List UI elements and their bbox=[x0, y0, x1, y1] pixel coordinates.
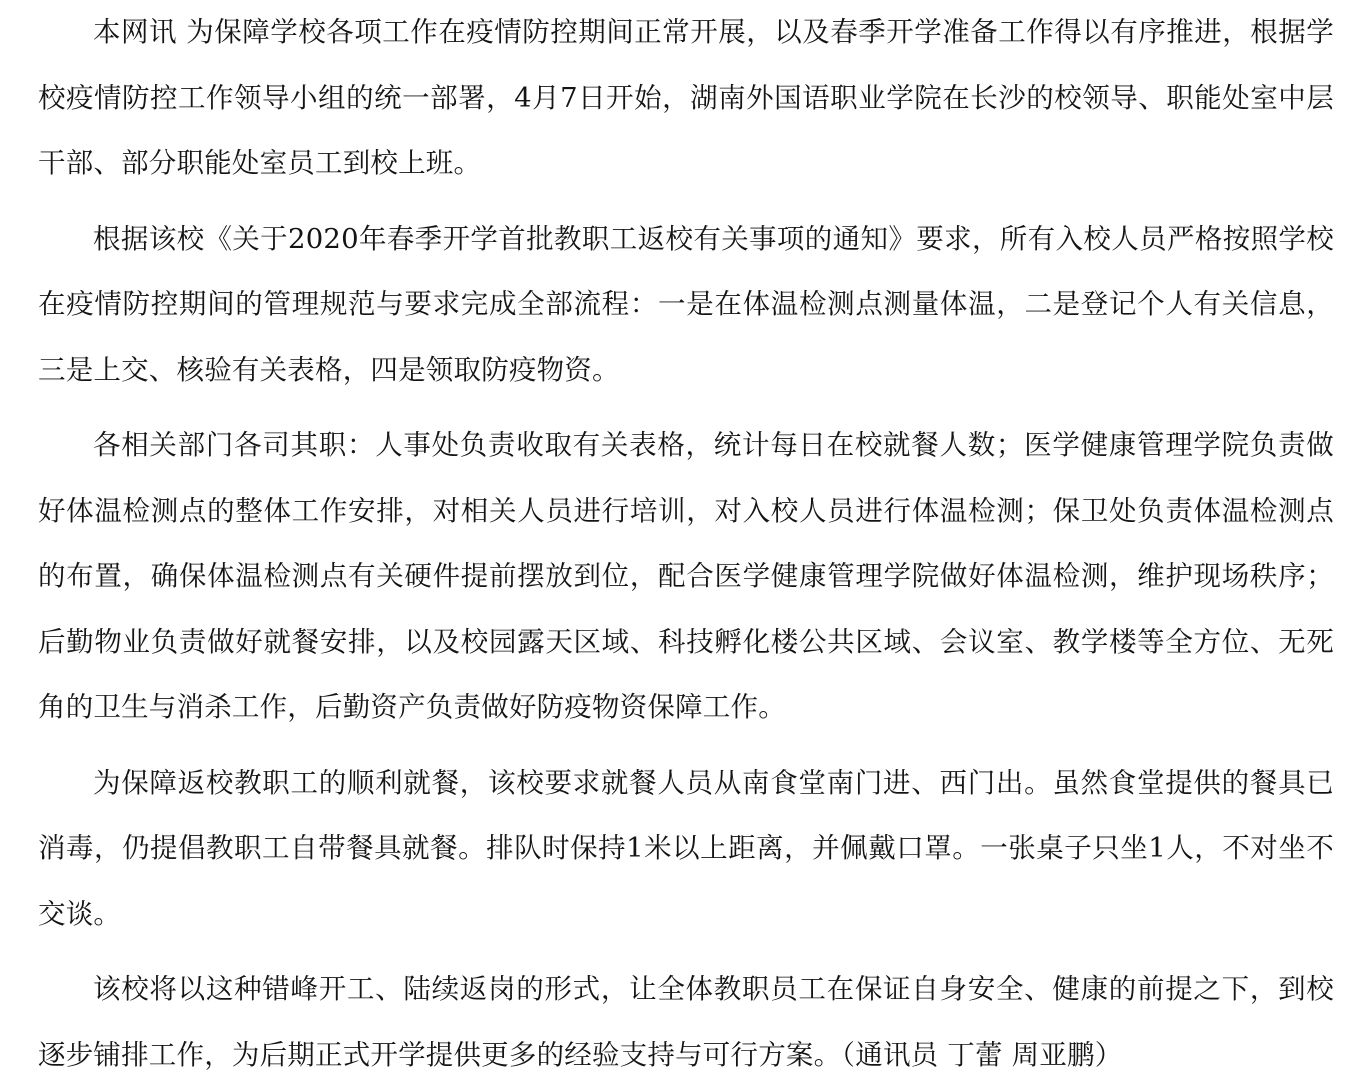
article-body bbox=[38, 0, 1334, 1088]
paragraph-intro: 本网讯 为保障学校各项工作在疫情防控期间正常开展，以及春季开学准备工作得以有序推进，根据学校疫情防控工作领导小组的统一部署，4月7日开始，湖南外国语职业学院在长沙的校领导、职能处室中层干部、部分职能处室员工到校上班。 bbox=[38, 16, 1334, 179]
paragraph-dining-arrangements: 为保障返校教职工的顺利就餐，该校要求就餐人员从南食堂南门进、西门出。虽然食堂提供的餐具已消毒，仍提倡教职工自带餐具就餐。排队时保持1米以上距离，并佩戴口罩。一张桌子只坐1人，不对坐不交谈。 bbox=[38, 766, 1334, 930]
paragraph-notice-requirements: 根据该校《关于2020年春季开学首批教职工返校有关事项的通知》要求，所有入校人员严格按照学校在疫情防控期间的管理规范与要求完成全部流程：一是在体温检测点测量体温，二是登记个人有关信息，三是上交、核验有关表格，四是领取防疫物资。 bbox=[38, 222, 1334, 386]
paragraph-department-duties: 各相关部门各司其职：人事处负责收取有关表格，统计每日在校就餐人数；医学健康管理学院负责做好体温检测点的整体工作安排，对相关人员进行培训，对入校人员进行体温检测；保卫处负责体温检测点的布置，确保体温检测点有关硬件提前摆放到位，配合医学健康管理学院做好体温检测，维护现场秩序；后勤物业负责做好就餐安排，以及校园露天区域、科技孵化楼公共区域、会议室、教学楼等全方位、无死角的卫生与消杀工作，后勤资产负责做好防疫物资保障工作。 bbox=[38, 429, 1334, 723]
paragraph-conclusion: 该校将以这种错峰开工、陆续返岗的形式，让全体教职员工在保证自身安全、健康的前提之下，到校逐步铺排工作，为后期正式开学提供更多的经验支持与可行方案。（通讯员 丁蕾 周亚鹏） bbox=[38, 973, 1334, 1071]
